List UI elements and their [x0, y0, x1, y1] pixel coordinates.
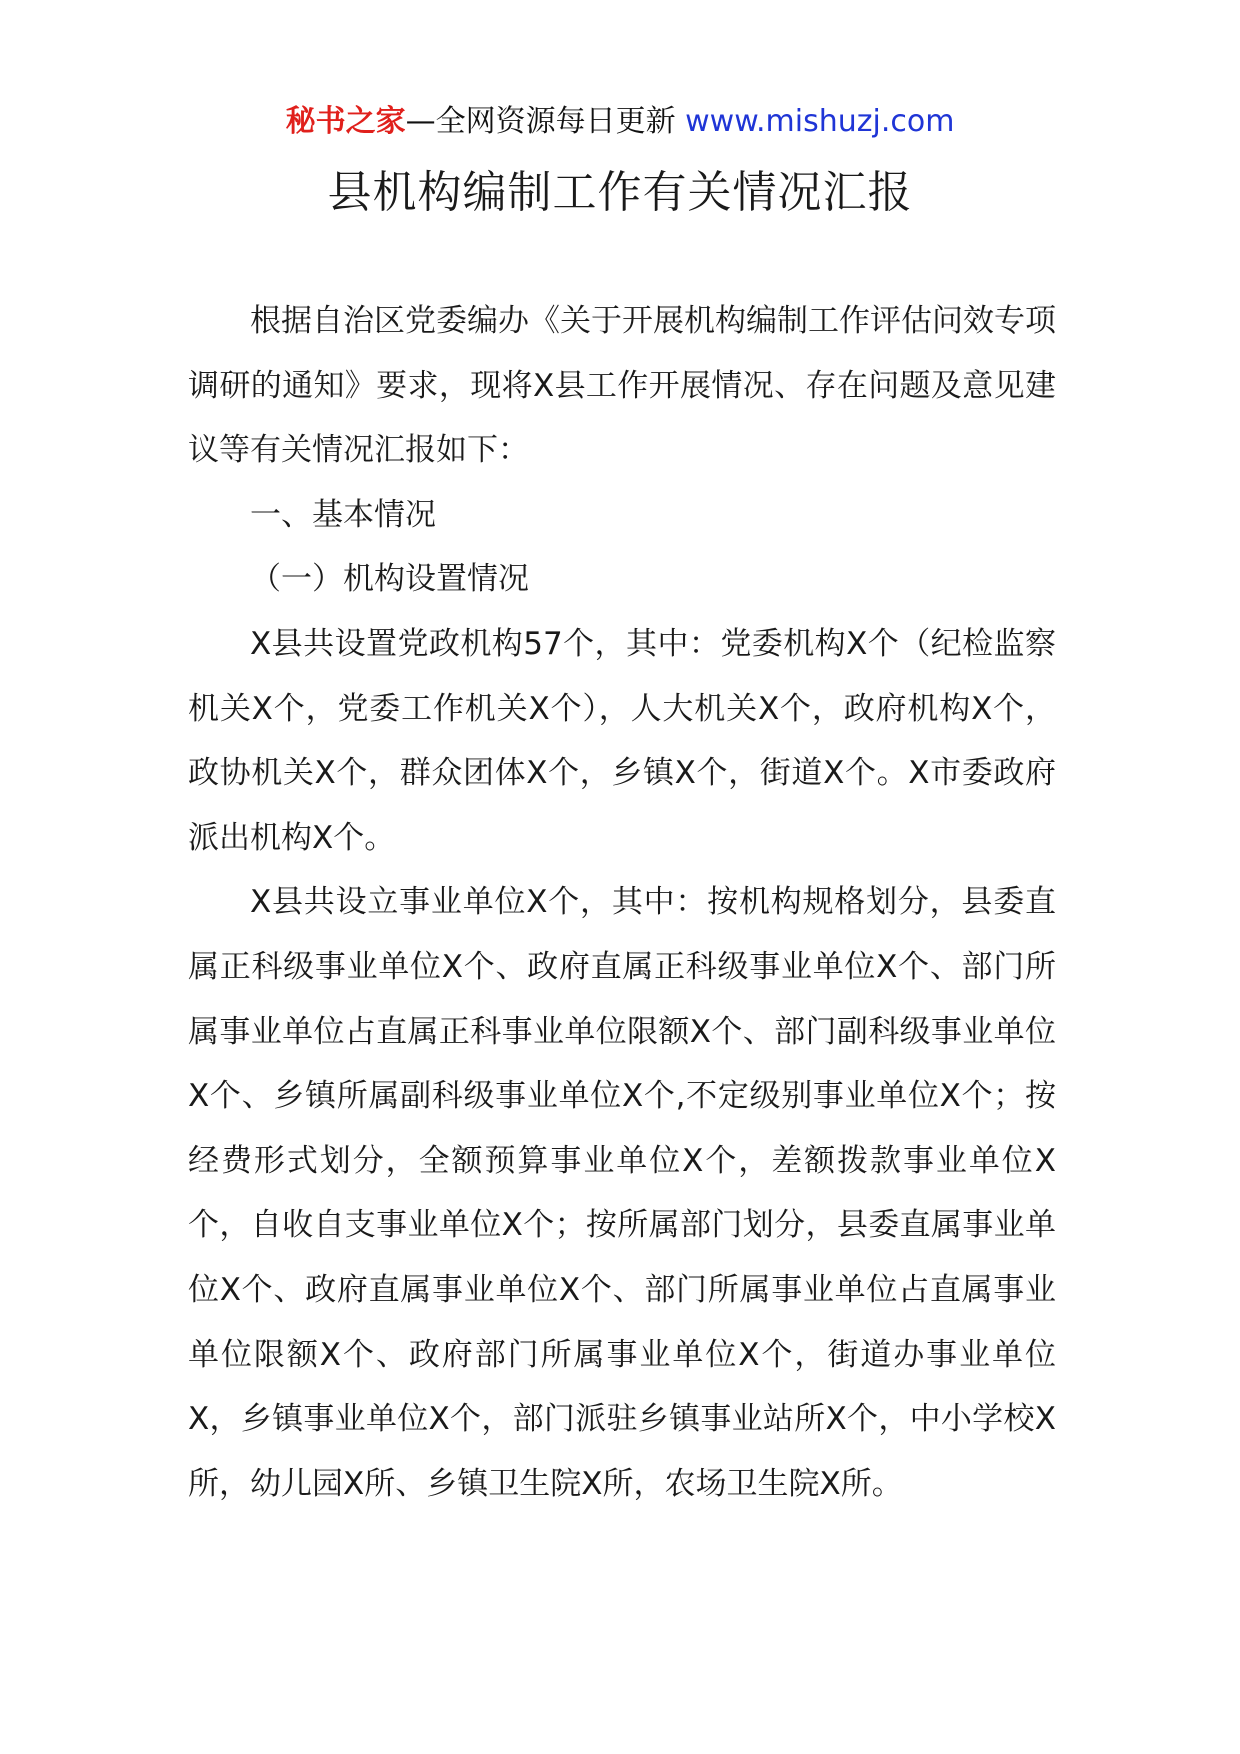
site-brand: 秘书之家	[285, 104, 406, 139]
body-paragraph-2: X县共设立事业单位X个，其中：按机构规格划分，县委直属正科级事业单位X个、政府直属正科级事业单位X个、部门所属事业单位占直属正科事业单位限额X个、部门副科级事业单位X个、乡镇所属副科级事业单位X个,不定级别事业单位X个；按经费形式划分，全额预算事业单位X个，差额拨款事业单位X个，自收自支事业单位X个；按所属部门划分，县委直属事业单位X个、政府直属事业单位X个、部门所属事业单位占直属事业单位限额X个、政府部门所属事业单位X个，街道办事业单位X，乡镇事业单位X个，部门派驻乡镇事业站所X个，中小学校X所，幼儿园X所、乡镇卫生院X所，农场卫生院X所。	[188, 884, 1056, 1502]
section-heading: 一、基本情况	[250, 496, 436, 533]
intro-paragraph: 根据自治区党委编办《关于开展机构编制工作评估问效专项调研的通知》要求，现将X县工作开展情况、存在问题及意见建议等有关情况汇报如下：	[188, 303, 1056, 469]
site-header	[0, 100, 1240, 144]
subsection-heading: （一）机构设置情况	[250, 561, 529, 598]
body-paragraph-1: X县共设置党政机构57个，其中：党委机构X个（纪检监察机关X个，党委工作机关X个），人大机关X个，政府机构X个，政协机关X个，群众团体X个，乡镇X个，街道X个。X市委政府派出机构X个。	[188, 625, 1056, 856]
document-title: 县机构编制工作有关情况汇报	[327, 167, 913, 218]
site-url-link[interactable]: www.mishuzj.com	[685, 104, 955, 139]
site-tagline: —全网资源每日更新	[405, 104, 676, 139]
document-body	[188, 289, 1056, 1516]
